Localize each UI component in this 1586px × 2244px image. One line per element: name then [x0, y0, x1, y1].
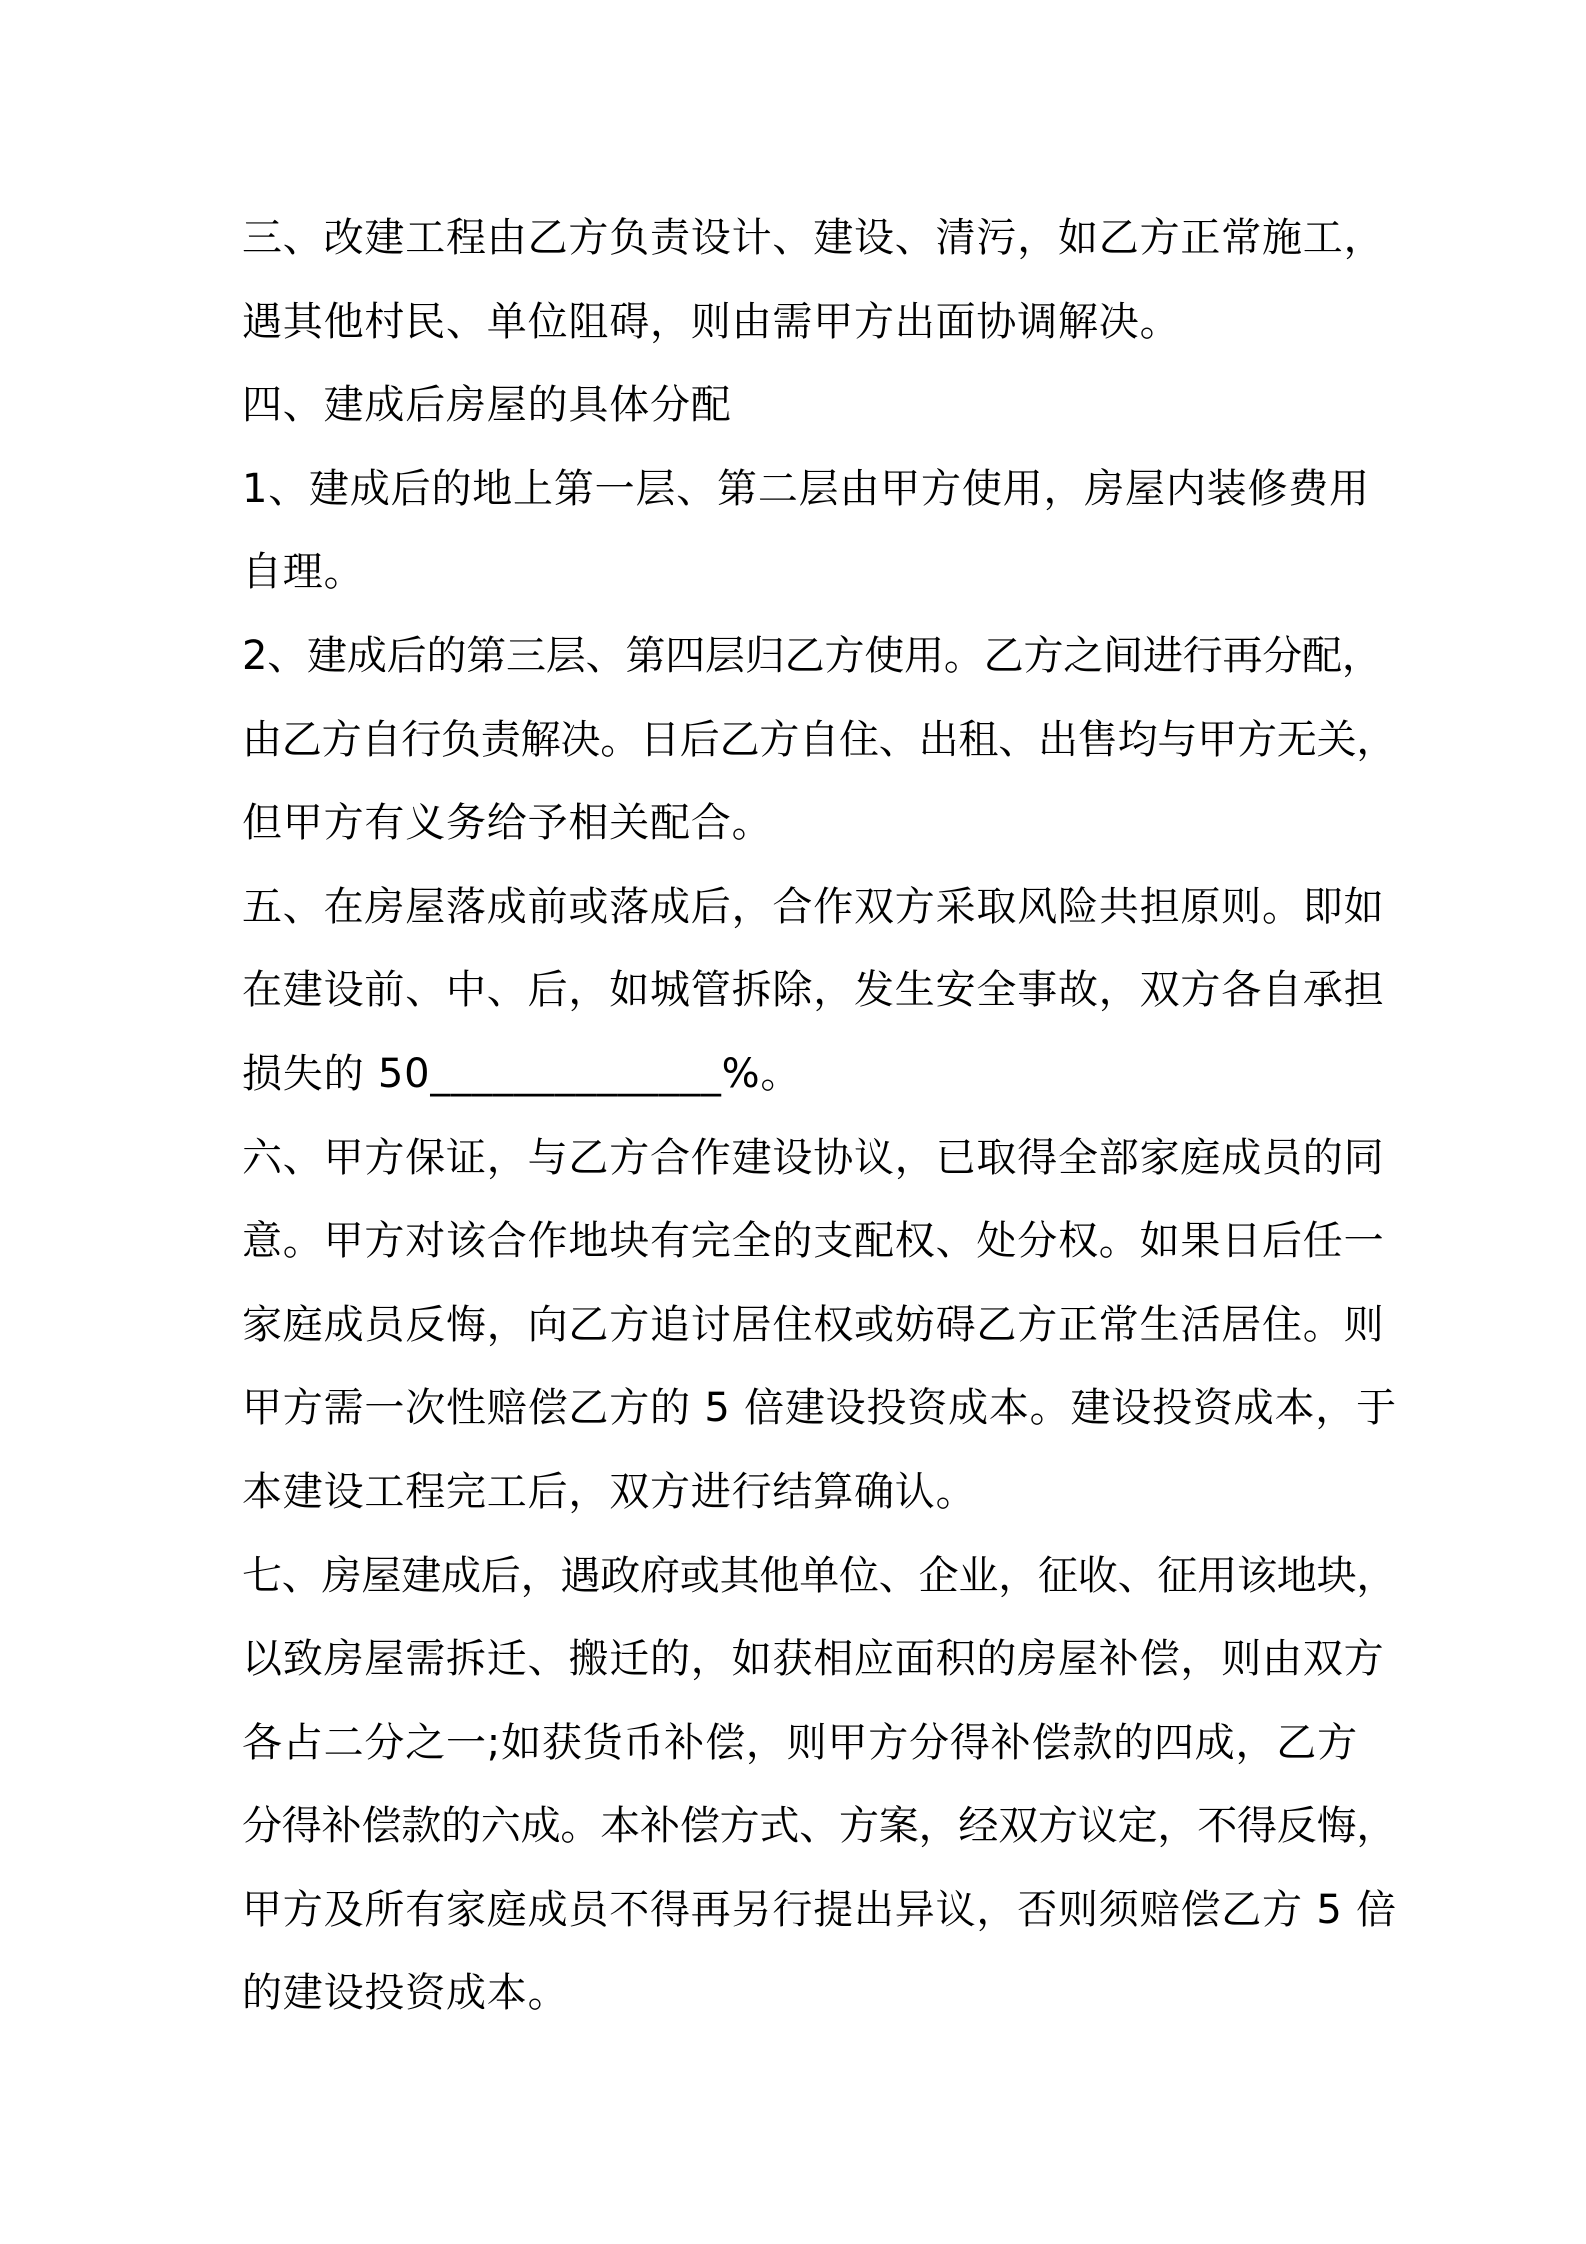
text-line: 三、改建工程由乙方负责设计、建设、清污，如乙方正常施工， [242, 215, 1385, 261]
text-line: 损失的 50______________%。 [242, 1050, 802, 1097]
text-line: 的建设投资成本。 [242, 1970, 569, 2017]
text-line: 分得补偿款的六成。本补偿方式、方案，经双方议定，不得反悔， [242, 1803, 1397, 1850]
text-line: 甲方及所有家庭成员不得再另行提出异议，否则须赔偿乙方 5 倍 [242, 1886, 1397, 1933]
text-line: 由乙方自行负责解决。日后乙方自住、出租、出售均与甲方无关， [242, 716, 1397, 763]
text-line: 自理。 [242, 549, 365, 596]
text-line: 家庭成员反悔，向乙方追讨居住权或妨碍乙方正常生活居住。则 [242, 1301, 1385, 1348]
section-heading: 四、建成后房屋的具体分配 [242, 382, 732, 429]
text-line: 遇其他村民、单位阻碍，则由需甲方出面协调解决。 [242, 298, 1181, 345]
text-line: 但甲方有义务给予相关配合。 [242, 800, 773, 847]
text-line: 六、甲方保证，与乙方合作建设协议，已取得全部家庭成员的同 [242, 1134, 1385, 1181]
text-line: 本建设工程完工后，双方进行结算确认。 [242, 1468, 977, 1515]
text-line: 各占二分之一;如获货币补偿，则甲方分得补偿款的四成，乙方 [242, 1719, 1358, 1766]
text-line: 1、建成后的地上第一层、第二层由甲方使用，房屋内装修费用 [242, 465, 1370, 512]
text-line: 2、建成后的第三层、第四层归乙方使用。乙方之间进行再分配， [242, 632, 1382, 679]
document-body [242, 197, 1397, 2036]
text-line: 以致房屋需拆迁、搬迁的，如获相应面积的房屋补偿，则由双方 [242, 1636, 1385, 1683]
text-line: 七、房屋建成后，遇政府或其他单位、企业，征收、征用该地块， [242, 1552, 1397, 1599]
text-line: 甲方需一次性赔偿乙方的 5 倍建设投资成本。建设投资成本，于 [242, 1385, 1397, 1432]
text-line: 在建设前、中、后，如城管拆除，发生安全事故，双方各自承担 [242, 967, 1385, 1014]
text-line: 意。甲方对该合作地块有完全的支配权、处分权。如果日后任一 [242, 1218, 1385, 1265]
text-line: 五、在房屋落成前或落成后，合作双方采取风险共担原则。即如 [242, 883, 1385, 930]
